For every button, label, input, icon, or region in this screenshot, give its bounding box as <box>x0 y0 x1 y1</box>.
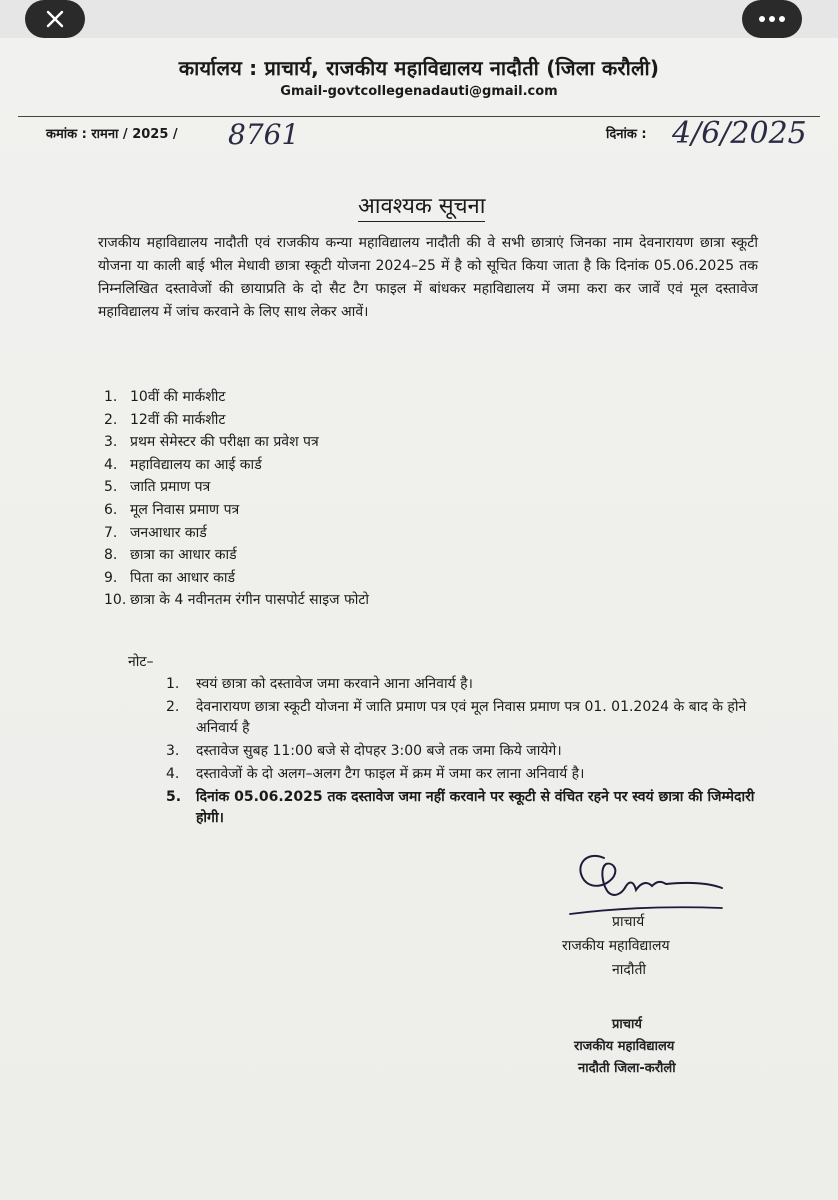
list-item: 5. जाति प्रमाण पत्र <box>104 479 211 496</box>
signature-place: नादौती <box>612 962 647 978</box>
reference-number: 8761 <box>228 118 300 151</box>
stamp-title: प्राचार्य <box>612 1017 642 1032</box>
note-label: नोट– <box>128 654 154 670</box>
notice-title: आवश्यक सूचना <box>358 190 485 220</box>
office-title: कार्यालय : प्राचार्य, राजकीय महाविद्यालय नादौती (जिला करौली) <box>178 56 660 80</box>
stamp-place: नादौती जिला-करौली <box>578 1061 676 1076</box>
note-item: 3. दस्तावेज सुबह 11:00 बजे से दोपहर 3:00 बजे तक जमा किये जायेगे। <box>166 743 562 759</box>
note-item: 5. दिनांक 05.06.2025 तक दस्तावेज जमा नहीं करवाने पर स्कूटी से वंचित रहने पर स्वयं छात्रा की जिम्मेदारी होगी। <box>166 789 755 826</box>
list-item: 2. 12वीं की मार्कशीट <box>104 411 226 428</box>
document-list <box>104 386 369 612</box>
note-item: 1. स्वयं छात्रा को दस्तावेज जमा करवाने आना अनिवार्य है। <box>166 676 473 692</box>
more-options-button[interactable] <box>742 0 802 38</box>
date-value: 4/6/2025 <box>672 116 807 151</box>
signature-title: प्राचार्य <box>612 914 645 930</box>
list-item: 6. मूल निवास प्रमाण पत्र <box>104 501 240 518</box>
close-icon <box>44 8 66 30</box>
list-item: 8. छात्रा का आधार कार्ड <box>104 547 237 564</box>
list-item: 9. पिता का आधार कार्ड <box>104 569 236 586</box>
list-item: 10. छात्रा के 4 नवीनतम रंगीन पासपोर्ट साइज फोटो <box>104 592 370 609</box>
notes-list <box>166 674 766 831</box>
reference-label: कमांक : रामना / 2025 / <box>46 127 178 142</box>
list-item: 4. महाविद्यालय का आई कार्ड <box>104 456 262 473</box>
office-email: Gmail-govtcollegenadauti@gmail.com <box>280 84 558 99</box>
notice-paragraph: राजकीय महाविद्यालय नादौती एवं राजकीय कन्या महाविद्यालय नादौती की वे सभी छात्राएं जिनका नाम देवनारायण छात्रा स्कूटी योजना या काली बाई भील मेधावी छात्रा स्कूटी योजना 2024–25 में है को सूचित किया जाता है कि दिनांक 05.06.2025 तक निम्नलिखित दस्तावेजों की छायाप्रति के दो सैट टैग फाइल में बांधकर महाविद्यालय में जमा करा कर जावें एवं मूल दस्तावेज महाविद्यालय में जांच करवाने के लिए साथ लेकर आवें। <box>98 235 758 320</box>
stamp-college: राजकीय महाविद्यालय <box>574 1039 675 1054</box>
close-button[interactable] <box>25 0 85 38</box>
date-label: दिनांक : <box>606 127 647 142</box>
list-item: 1. 10वीं की मार्कशीट <box>104 389 226 405</box>
list-item: 7. जनआधार कार्ड <box>104 524 207 541</box>
more-options-icon <box>757 14 787 24</box>
note-item: 4. दस्तावेजों के दो अलग–अलग टैग फाइल में क्रम में जमा कर लाना अनिवार्य है। <box>166 766 585 782</box>
note-item: 2. देवनारायण छात्रा स्कूटी योजना में जाति प्रमाण पत्र एवं मूल निवास प्रमाण पत्र 01. 01.2024 के बाद के होने अनिवार्य है <box>166 699 747 736</box>
signature-college: राजकीय महाविद्यालय <box>562 938 670 954</box>
list-item: 3. प्रथम सेमेस्टर की परीक्षा का प्रवेश पत्र <box>104 434 319 451</box>
